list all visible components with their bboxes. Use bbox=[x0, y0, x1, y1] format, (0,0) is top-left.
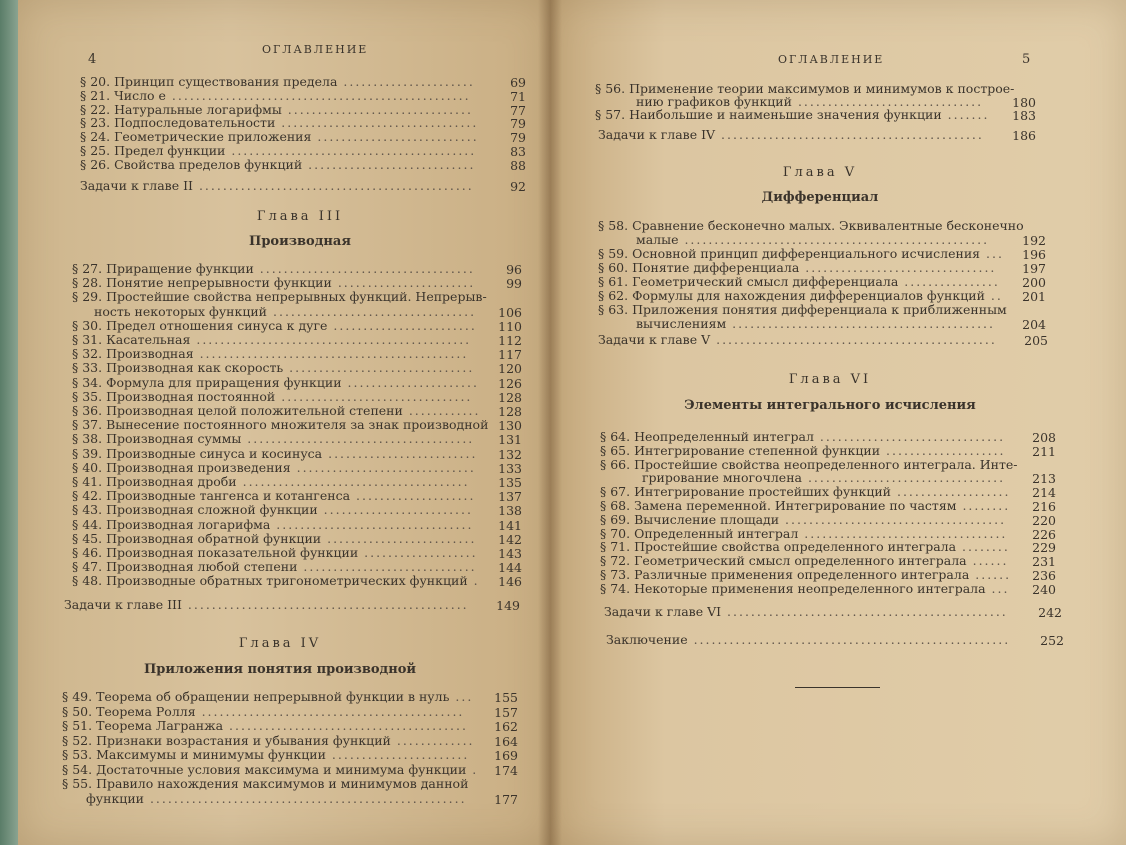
toc-entry-title: § 53. Максимумы и минимумы функции bbox=[62, 747, 326, 762]
toc-entry-title: вычислениям bbox=[636, 316, 727, 331]
toc-page-number: 213 bbox=[1032, 471, 1056, 487]
toc-entry bbox=[86, 792, 467, 806]
toc-page-number: 201 bbox=[1022, 289, 1046, 304]
toc-entry bbox=[598, 247, 1004, 261]
toc-entry-title: § 46. Производная показательной функции bbox=[72, 545, 359, 560]
dot-leader: ................................ bbox=[275, 388, 473, 404]
chapter-title: Производная bbox=[249, 234, 351, 249]
toc-entry-title: § 30. Предел отношения синуса к дуге bbox=[72, 317, 328, 333]
toc-page-number: 79 bbox=[510, 116, 526, 132]
toc-entry bbox=[72, 461, 476, 475]
toc-page-number: 229 bbox=[1032, 540, 1056, 556]
dot-leader: ............................................ bbox=[195, 703, 465, 719]
toc-page-number: 252 bbox=[1040, 633, 1064, 648]
toc-entry bbox=[598, 275, 1000, 289]
toc-entry-title: малые bbox=[636, 232, 679, 247]
toc-page-number: 197 bbox=[1022, 261, 1046, 276]
toc-page-number: 128 bbox=[498, 389, 522, 405]
toc-entry bbox=[604, 605, 1008, 619]
toc-entry-title: § 68. Замена переменной. Интегрирование по частям bbox=[600, 498, 957, 513]
dot-leader: ............................................ bbox=[715, 127, 984, 142]
toc-entry-title: § 50. Теорема Ролля bbox=[62, 703, 196, 719]
toc-page-number: 126 bbox=[498, 375, 522, 391]
chapter-title: Дифференциал bbox=[761, 190, 879, 205]
right-running-header: ОГЛАВЛЕНИЕ bbox=[778, 53, 885, 66]
toc-entry-title: § 51. Теорема Лагранжа bbox=[62, 718, 224, 733]
toc-page-number: 205 bbox=[1024, 333, 1048, 348]
toc-page-number: 138 bbox=[498, 503, 522, 519]
toc-page-number: 83 bbox=[510, 144, 526, 159]
toc-entry-title: § 65. Интегрирование степенной функции bbox=[600, 442, 881, 458]
dot-leader: ................... bbox=[891, 484, 1011, 500]
toc-entry bbox=[598, 289, 1003, 303]
toc-entry-title: нию графиков функций bbox=[636, 94, 792, 109]
toc-page-number: 142 bbox=[498, 531, 522, 547]
dot-leader: ................................. bbox=[270, 516, 474, 532]
toc-entry-title: § 71. Простейшие свойства определенного интеграла bbox=[600, 539, 957, 555]
toc-page-number: 211 bbox=[1032, 443, 1056, 459]
toc-page-number: 128 bbox=[498, 404, 522, 419]
toc-page-number: 216 bbox=[1032, 499, 1056, 514]
toc-entry bbox=[72, 432, 474, 446]
toc-entry bbox=[62, 777, 468, 791]
dot-leader: ........ bbox=[956, 498, 1011, 513]
dot-leader: .................... bbox=[880, 442, 1006, 458]
toc-page-number: 155 bbox=[494, 690, 518, 705]
toc-page-number: 130 bbox=[498, 418, 522, 434]
dot-leader: ............ bbox=[402, 403, 481, 418]
dot-leader: ......................... bbox=[317, 502, 473, 518]
toc-page-number: 117 bbox=[498, 347, 522, 363]
toc-entry-title: ность некоторых функций bbox=[94, 303, 268, 319]
toc-entry bbox=[72, 447, 477, 461]
toc-page-number: 110 bbox=[498, 318, 522, 334]
dot-leader: .................................................. bbox=[165, 87, 471, 103]
toc-entry bbox=[72, 361, 474, 375]
toc-entry bbox=[64, 598, 469, 612]
toc-page-number: 144 bbox=[498, 560, 522, 576]
toc-entry-title: § 57. Наибольшие и наименьшие значения функции bbox=[595, 107, 942, 122]
toc-entry-title: § 61. Геометрический смысл дифференциала bbox=[598, 274, 899, 289]
dot-leader: .................................... bbox=[253, 261, 475, 276]
dot-leader: ................................. bbox=[275, 115, 479, 131]
toc-page-number: 204 bbox=[1022, 317, 1046, 332]
dot-leader: ...................... bbox=[341, 374, 479, 390]
toc-entry bbox=[72, 404, 481, 418]
toc-entry-title: § 45. Производная обратной функции bbox=[72, 530, 322, 546]
toc-page-number: 164 bbox=[494, 733, 518, 749]
dot-leader: ............................................. bbox=[193, 346, 469, 362]
toc-entry-title: § 35. Производная постоянной bbox=[72, 388, 276, 404]
toc-entry-title: § 40. Производная произведения bbox=[72, 459, 291, 475]
toc-entry-title: § 34. Формула для приращения функции bbox=[72, 374, 342, 390]
dot-leader: ......................... bbox=[322, 445, 478, 461]
toc-entry bbox=[72, 390, 472, 404]
toc-entry-title: § 74. Некоторые применения неопределенного интеграла bbox=[600, 580, 986, 596]
toc-page-number: 226 bbox=[1032, 526, 1056, 542]
toc-entry bbox=[72, 290, 487, 304]
toc-entry bbox=[72, 503, 473, 517]
dot-leader: ................... bbox=[358, 545, 478, 560]
toc-page-number: 137 bbox=[498, 489, 522, 505]
toc-entry bbox=[598, 333, 997, 347]
dot-leader: ................................ bbox=[799, 260, 997, 275]
toc-page-number: 71 bbox=[510, 88, 526, 104]
dot-leader: ............................... bbox=[283, 360, 475, 376]
toc-page-number: 162 bbox=[494, 719, 518, 734]
toc-entry-title: § 73. Различные применения определенного интеграла bbox=[600, 567, 970, 582]
toc-entry-title: § 21. Число e bbox=[80, 87, 166, 103]
chapter-title: Приложения понятия производной bbox=[143, 662, 417, 677]
toc-entry-title: § 63. Приложения понятия дифференциала к приближенным bbox=[598, 302, 1007, 317]
dot-leader: ............. bbox=[390, 732, 475, 748]
toc-entry bbox=[62, 748, 469, 762]
toc-entry bbox=[72, 333, 471, 347]
toc-entry bbox=[62, 690, 473, 704]
dot-leader: .............................. bbox=[290, 459, 476, 475]
toc-entry bbox=[606, 633, 1010, 647]
toc-entry-title: § 64. Неопределенный интеграл bbox=[600, 429, 814, 444]
dot-leader: ................................. bbox=[801, 470, 1006, 486]
toc-page-number: 131 bbox=[498, 432, 522, 448]
toc-entry bbox=[636, 233, 989, 247]
toc-entry-title: функции bbox=[86, 790, 144, 806]
end-rule bbox=[795, 687, 880, 688]
dot-leader: ..................................................... bbox=[687, 632, 1011, 647]
dot-leader: . bbox=[467, 573, 480, 589]
toc-entry bbox=[72, 574, 480, 588]
toc-entry-title: грирование многочлена bbox=[642, 470, 802, 486]
toc-page-number: 112 bbox=[498, 333, 522, 348]
toc-entry-title: § 44. Производная логарифма bbox=[72, 516, 271, 532]
dot-leader: ...................................... bbox=[241, 431, 475, 447]
toc-entry-title: § 37. Вынесение постоянного множителя за знак производной bbox=[72, 417, 489, 433]
dot-leader: ...... bbox=[966, 553, 1009, 569]
toc-entry-title: § 49. Теорема об обращении непрерывной функции в нуль bbox=[62, 689, 450, 704]
toc-entry-title: § 29. Простейшие свойства непрерывных функций. Непрерыв- bbox=[72, 289, 487, 305]
toc-page-number: 146 bbox=[498, 574, 522, 590]
dot-leader: ......................................... bbox=[225, 143, 477, 158]
toc-page-number: 208 bbox=[1032, 430, 1056, 445]
toc-page-number: 240 bbox=[1032, 581, 1056, 597]
dot-leader: .............................................. bbox=[190, 332, 472, 347]
toc-page-number: 92 bbox=[510, 179, 526, 194]
toc-entry bbox=[72, 532, 476, 546]
toc-page-number: 186 bbox=[1012, 128, 1036, 143]
toc-entry-title: § 26. Свойства пределов функций bbox=[80, 156, 303, 172]
toc-entry bbox=[62, 734, 475, 748]
left-page-number: 4 bbox=[88, 52, 97, 67]
toc-entry bbox=[600, 582, 1009, 596]
toc-entry bbox=[94, 305, 476, 319]
toc-entry-title: § 36. Производная целой положительной степени bbox=[72, 403, 403, 418]
right-page-number: 5 bbox=[1022, 52, 1031, 67]
toc-entry-title: Задачи к главе III bbox=[64, 597, 182, 612]
toc-entry-title: § 24. Геометрические приложения bbox=[80, 129, 312, 145]
dot-leader: ....................... bbox=[331, 275, 476, 291]
toc-entry-title: § 58. Сравнение бесконечно малых. Эквивалентные бесконечно bbox=[598, 218, 1024, 233]
toc-page-number: 180 bbox=[1012, 95, 1036, 110]
toc-entry bbox=[72, 418, 488, 432]
dot-leader: ............................... bbox=[813, 429, 1006, 444]
book-gutter bbox=[538, 0, 562, 845]
chapter-heading: Глава V bbox=[782, 165, 858, 180]
toc-entry bbox=[72, 376, 479, 390]
toc-page-number: 220 bbox=[1032, 512, 1056, 528]
toc-entry-title: § 56. Применение теории максимумов и минимумов к построе- bbox=[595, 81, 1015, 96]
toc-page-number: 231 bbox=[1032, 554, 1056, 570]
dot-leader: ... bbox=[980, 246, 1004, 261]
toc-entry bbox=[636, 317, 995, 331]
toc-entry bbox=[62, 705, 464, 719]
toc-entry-title: § 43. Производная сложной функции bbox=[72, 502, 318, 518]
dot-leader: ........................... bbox=[311, 129, 479, 145]
toc-entry bbox=[72, 319, 477, 333]
toc-entry-title: § 42. Производные тангенса и котангенса bbox=[72, 488, 351, 504]
dot-leader: ............................ bbox=[302, 156, 476, 172]
dot-leader: ............................................... bbox=[721, 604, 1008, 619]
toc-entry bbox=[72, 546, 478, 560]
toc-page-number: 169 bbox=[494, 748, 518, 763]
dot-leader: ...................... bbox=[337, 74, 475, 89]
toc-entry-title: § 41. Производная дроби bbox=[72, 474, 237, 489]
toc-entry-title: § 66. Простейшие свойства неопределенного интеграла. Инте- bbox=[600, 456, 1018, 472]
dot-leader: ....................... bbox=[325, 747, 470, 762]
toc-page-number: 149 bbox=[496, 598, 520, 613]
toc-page-number: 141 bbox=[498, 517, 522, 533]
toc-entry bbox=[80, 179, 474, 193]
toc-entry-title: § 54. Достаточные условия максимума и минимума функции bbox=[62, 761, 467, 777]
dot-leader: ............................... bbox=[791, 94, 984, 109]
toc-page-number: 77 bbox=[510, 102, 526, 118]
dot-leader: ...... bbox=[969, 567, 1012, 582]
toc-page-number: 106 bbox=[498, 304, 522, 320]
chapter-heading: Глава VI bbox=[788, 372, 872, 387]
toc-entry-title: Задачи к главе V bbox=[598, 332, 711, 347]
toc-entry-title: § 72. Геометрический смысл определенного интеграла bbox=[600, 553, 967, 569]
toc-entry-title: § 60. Понятие дифференциала bbox=[598, 260, 800, 275]
toc-page-number: 157 bbox=[494, 704, 518, 720]
toc-entry-title: § 39. Производные синуса и косинуса bbox=[72, 445, 323, 461]
background-edge bbox=[0, 0, 20, 845]
toc-entry-title: § 48. Производные обратных тригонометрических функций bbox=[72, 573, 468, 589]
toc-entry-title: § 47. Производная любой степени bbox=[72, 559, 298, 575]
dot-leader: ......................... bbox=[321, 530, 477, 546]
toc-entry bbox=[72, 347, 468, 361]
toc-entry-title: § 25. Предел функции bbox=[80, 143, 226, 158]
toc-entry bbox=[80, 158, 475, 172]
dot-leader: ... bbox=[449, 689, 474, 704]
toc-entry-title: Заключение bbox=[606, 632, 688, 647]
toc-page-number: 214 bbox=[1032, 485, 1056, 501]
chapter-heading: Глава IV bbox=[238, 636, 322, 651]
toc-entry-title: Задачи к главе IV bbox=[598, 127, 716, 142]
dot-leader: ..................................... bbox=[779, 511, 1007, 527]
toc-page-number: 174 bbox=[494, 762, 518, 778]
toc-page-number: 79 bbox=[510, 130, 526, 146]
toc-page-number: 135 bbox=[498, 475, 522, 490]
toc-page-number: 242 bbox=[1038, 605, 1062, 620]
toc-page-number: 99 bbox=[506, 276, 522, 292]
toc-entry-title: § 31. Касательная bbox=[72, 332, 191, 347]
toc-page-number: 177 bbox=[494, 791, 518, 807]
dot-leader: ........ bbox=[956, 539, 1010, 555]
dot-leader: ........................................ bbox=[223, 718, 468, 733]
dot-leader: ........................ bbox=[327, 317, 477, 333]
dot-leader: ............................. bbox=[297, 559, 477, 575]
toc-page-number: 133 bbox=[498, 460, 522, 476]
dot-leader: ............................................ bbox=[726, 316, 996, 331]
toc-entry bbox=[62, 763, 478, 777]
dot-leader: .................................. bbox=[267, 303, 477, 319]
toc-entry-title: § 20. Принцип существования предела bbox=[80, 74, 338, 89]
toc-entry-title: § 52. Признаки возрастания и убывания функций bbox=[62, 732, 391, 748]
toc-page-number: 183 bbox=[1012, 108, 1036, 123]
dot-leader: .. bbox=[984, 288, 1003, 303]
toc-page-number: 196 bbox=[1022, 247, 1046, 262]
toc-entry bbox=[598, 219, 1024, 233]
dot-leader: ............................................... bbox=[181, 597, 469, 612]
left-running-header: ОГЛАВЛЕНИЕ bbox=[262, 43, 369, 56]
toc-entry-title: § 32. Производная bbox=[72, 346, 194, 362]
toc-entry bbox=[72, 475, 470, 489]
toc-entry-title: Задачи к главе II bbox=[80, 178, 193, 193]
toc-page-number: 192 bbox=[1022, 233, 1046, 248]
dot-leader: ................ bbox=[898, 274, 1000, 289]
toc-page-number: 88 bbox=[510, 157, 526, 173]
dot-leader: ................................................... bbox=[678, 232, 990, 247]
toc-entry-title: § 28. Понятие непрерывности функции bbox=[72, 275, 332, 291]
toc-entry bbox=[72, 518, 473, 532]
toc-entry bbox=[595, 108, 989, 122]
toc-page-number: 200 bbox=[1022, 275, 1046, 290]
dot-leader: ..................................................... bbox=[143, 790, 467, 806]
toc-entry-title: § 33. Производная как скорость bbox=[72, 360, 284, 376]
dot-leader: ............................................... bbox=[710, 332, 997, 347]
toc-entry-title: § 67. Интегрирование простейших функций bbox=[600, 484, 892, 500]
toc-entry bbox=[598, 261, 996, 275]
toc-entry-title: § 23. Подпоследовательности bbox=[80, 115, 276, 131]
dot-leader: ............................... bbox=[281, 101, 473, 117]
toc-page-number: 69 bbox=[510, 75, 526, 90]
toc-entry-title: Задачи к главе VI bbox=[604, 604, 722, 619]
toc-entry bbox=[72, 276, 475, 290]
toc-entry bbox=[72, 489, 476, 503]
toc-entry-title: § 22. Натуральные логарифмы bbox=[80, 101, 282, 117]
dot-leader: .............................................. bbox=[192, 178, 474, 193]
dot-leader: ....... bbox=[941, 107, 990, 122]
toc-entry-title: § 27. Приращение функции bbox=[72, 261, 254, 276]
toc-entry bbox=[598, 303, 1007, 317]
toc-page-number: 96 bbox=[506, 262, 522, 277]
toc-page-number: 132 bbox=[498, 446, 522, 462]
toc-entry-title: § 38. Производная суммы bbox=[72, 431, 242, 447]
toc-entry-title: § 59. Основной принцип дифференциального исчисления bbox=[598, 246, 981, 261]
dot-leader: ...................................... bbox=[236, 474, 470, 489]
toc-entry-title: § 70. Определенный интеграл bbox=[600, 525, 799, 541]
toc-entry bbox=[598, 128, 984, 142]
toc-entry bbox=[62, 719, 468, 733]
toc-entry bbox=[72, 262, 475, 276]
toc-entry-title: § 55. Правило нахождения максимумов и минимумов данной bbox=[62, 776, 469, 791]
toc-entry-title: § 62. Формулы для нахождения дифференциалов функций bbox=[598, 288, 985, 303]
dot-leader: .................... bbox=[350, 488, 476, 504]
dot-leader: . bbox=[466, 761, 479, 777]
toc-entry-title: § 69. Вычисление площади bbox=[600, 511, 780, 527]
dot-leader: ... bbox=[985, 580, 1010, 596]
toc-page-number: 236 bbox=[1032, 568, 1056, 583]
chapter-heading: Глава III bbox=[256, 209, 344, 224]
chapter-title: Элементы интегрального исчисления bbox=[684, 398, 976, 413]
toc-page-number: 143 bbox=[498, 546, 522, 561]
toc-entry bbox=[72, 560, 477, 574]
dot-leader: .................................. bbox=[798, 525, 1008, 541]
toc-page-number: 120 bbox=[498, 361, 522, 377]
